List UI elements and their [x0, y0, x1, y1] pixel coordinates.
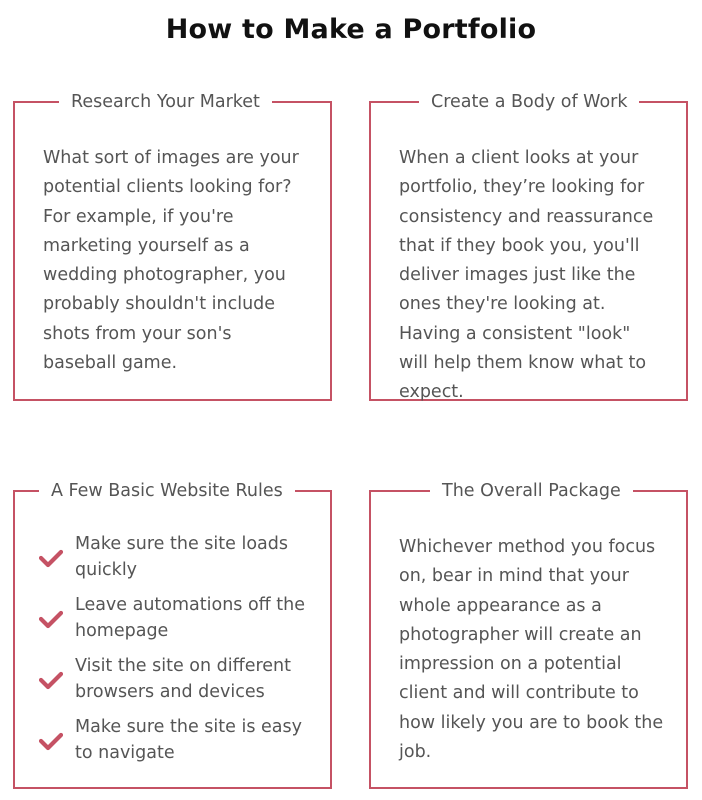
research-card: [13, 92, 332, 401]
rule-text: Leave automations off the homepage: [75, 595, 306, 641]
check-icon: [39, 548, 63, 568]
list-item: [39, 715, 319, 766]
list-item: [39, 654, 319, 705]
overall-package-card: [369, 481, 688, 789]
page-title: How to Make a Portfolio: [165, 14, 537, 45]
card-body: When a client looks at your portfolio, they’re looking for consistency and reassurance that if they book you, you'll deliver images just like the ones they're looking at. Having a consistent "look" will help them know what to expect.: [399, 148, 654, 403]
card-body: What sort of images are your potential clients looking for? For example, if you're marketing yourself as a wedding photographer, you probably shouldn't include shots from your son's baseball game.: [43, 148, 299, 374]
rule-text: Visit the site on different browsers and devices: [75, 656, 291, 702]
card-body: Whichever method you focus on, bear in mind that your whole appearance as a photographer will create an impression on a potential client and will contribute to how likely you are to book the job.: [399, 537, 664, 763]
list-item: [39, 593, 319, 644]
card-title: Research Your Market: [59, 90, 272, 114]
check-icon: [39, 609, 63, 629]
card-title: Create a Body of Work: [419, 90, 639, 114]
body-of-work-card: [369, 92, 688, 403]
card-title: The Overall Package: [430, 479, 633, 503]
rule-text: Make sure the site loads quickly: [75, 534, 288, 580]
website-rules-card: [13, 481, 332, 789]
card-title: A Few Basic Website Rules: [39, 479, 295, 503]
check-icon: [39, 731, 63, 751]
list-item: [39, 532, 319, 583]
rule-text: Make sure the site is easy to navigate: [75, 717, 302, 763]
rules-list: [39, 532, 319, 776]
check-icon: [39, 670, 63, 690]
